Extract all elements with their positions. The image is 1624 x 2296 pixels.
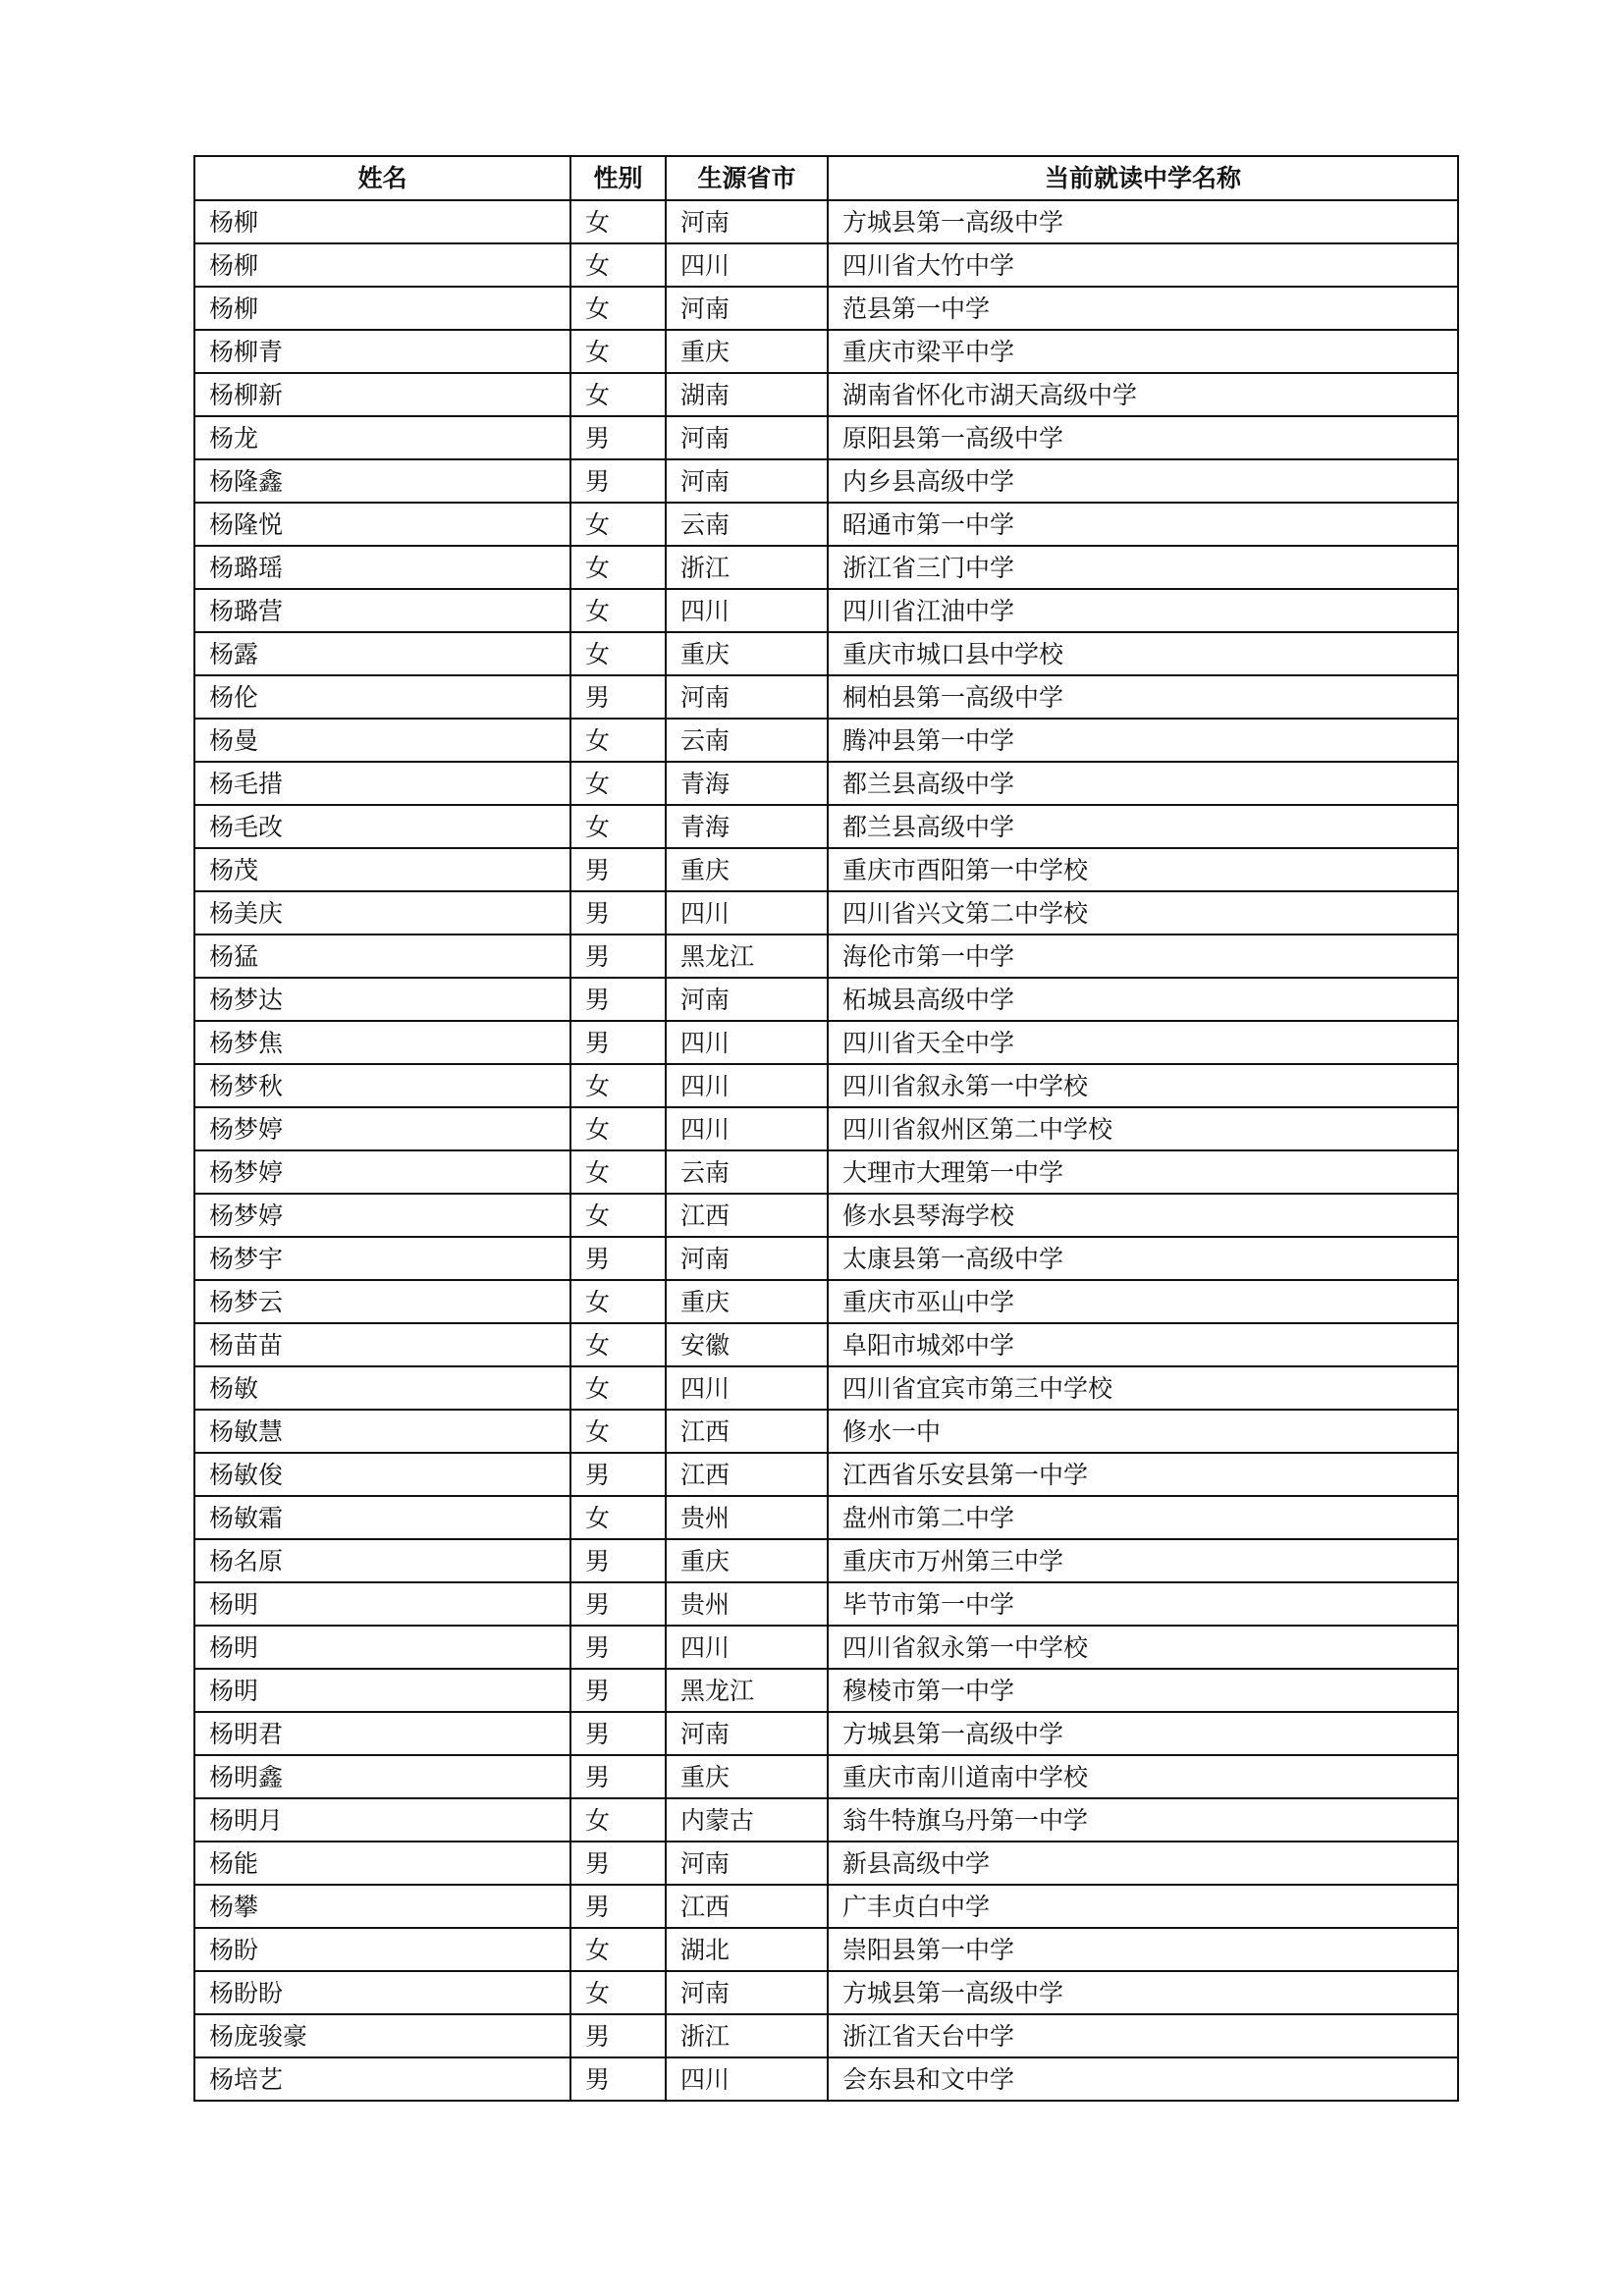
cell-province: 江西 — [666, 1194, 828, 1237]
cell-name: 杨猛 — [194, 934, 570, 978]
cell-school: 浙江省三门中学 — [828, 546, 1458, 589]
cell-name: 杨梦婷 — [194, 1194, 570, 1237]
table-row — [194, 978, 1458, 1021]
cell-name: 杨能 — [194, 1842, 570, 1885]
cell-school: 昭通市第一中学 — [828, 503, 1458, 546]
cell-school: 会东县和文中学 — [828, 2057, 1458, 2101]
cell-school: 方城县第一高级中学 — [828, 1971, 1458, 2014]
cell-school: 重庆市酉阳第一中学校 — [828, 848, 1458, 891]
table-row — [194, 1669, 1458, 1712]
cell-name: 杨明君 — [194, 1712, 570, 1755]
cell-province: 江西 — [666, 1410, 828, 1453]
cell-province: 江西 — [666, 1885, 828, 1928]
table-row — [194, 1971, 1458, 2014]
cell-school: 湖南省怀化市湖天高级中学 — [828, 373, 1458, 416]
cell-school: 桐柏县第一高级中学 — [828, 675, 1458, 719]
cell-province: 黑龙江 — [666, 1669, 828, 1712]
cell-province: 重庆 — [666, 1280, 828, 1323]
table-row — [194, 416, 1458, 459]
cell-school: 新县高级中学 — [828, 1842, 1458, 1885]
table-row — [194, 1194, 1458, 1237]
cell-school: 穆棱市第一中学 — [828, 1669, 1458, 1712]
cell-name: 杨璐瑶 — [194, 546, 570, 589]
cell-gender: 男 — [570, 1755, 666, 1798]
cell-name: 杨茂 — [194, 848, 570, 891]
cell-province: 黑龙江 — [666, 934, 828, 978]
table-row — [194, 330, 1458, 373]
cell-province: 重庆 — [666, 330, 828, 373]
cell-name: 杨明 — [194, 1626, 570, 1669]
cell-province: 湖南 — [666, 373, 828, 416]
cell-name: 杨璐营 — [194, 589, 570, 632]
cell-gender: 女 — [570, 632, 666, 675]
cell-name: 杨龙 — [194, 416, 570, 459]
cell-province: 河南 — [666, 1971, 828, 2014]
cell-name: 杨敏慧 — [194, 1410, 570, 1453]
table-row — [194, 1107, 1458, 1150]
table-row — [194, 934, 1458, 978]
cell-gender: 女 — [570, 200, 666, 243]
table-row — [194, 243, 1458, 287]
cell-gender: 女 — [570, 1323, 666, 1366]
cell-gender: 男 — [570, 891, 666, 934]
cell-province: 云南 — [666, 719, 828, 762]
cell-gender: 男 — [570, 1712, 666, 1755]
cell-name: 杨柳青 — [194, 330, 570, 373]
cell-name: 杨盼盼 — [194, 1971, 570, 2014]
table-row — [194, 1021, 1458, 1064]
table-row — [194, 848, 1458, 891]
cell-school: 四川省叙永第一中学校 — [828, 1064, 1458, 1107]
cell-school: 阜阳市城郊中学 — [828, 1323, 1458, 1366]
cell-school: 崇阳县第一中学 — [828, 1928, 1458, 1971]
cell-gender: 女 — [570, 1798, 666, 1842]
cell-gender: 女 — [570, 1410, 666, 1453]
table-row — [194, 805, 1458, 848]
table-row — [194, 459, 1458, 503]
cell-school: 范县第一中学 — [828, 287, 1458, 330]
cell-gender: 男 — [570, 1453, 666, 1496]
cell-gender: 女 — [570, 589, 666, 632]
cell-province: 河南 — [666, 978, 828, 1021]
cell-name: 杨露 — [194, 632, 570, 675]
table-row — [194, 1842, 1458, 1885]
cell-province: 四川 — [666, 1626, 828, 1669]
table-row — [194, 719, 1458, 762]
table-row — [194, 1237, 1458, 1280]
cell-school: 都兰县高级中学 — [828, 805, 1458, 848]
cell-name: 杨攀 — [194, 1885, 570, 1928]
table-row — [194, 1798, 1458, 1842]
cell-province: 四川 — [666, 1021, 828, 1064]
cell-name: 杨美庆 — [194, 891, 570, 934]
cell-province: 四川 — [666, 589, 828, 632]
cell-name: 杨曼 — [194, 719, 570, 762]
cell-province: 青海 — [666, 762, 828, 805]
cell-province: 云南 — [666, 1150, 828, 1194]
cell-province: 重庆 — [666, 1539, 828, 1582]
cell-school: 盘州市第二中学 — [828, 1496, 1458, 1539]
cell-school: 四川省宜宾市第三中学校 — [828, 1366, 1458, 1410]
header-gender: 性别 — [570, 156, 666, 200]
table-row — [194, 762, 1458, 805]
cell-school: 重庆市梁平中学 — [828, 330, 1458, 373]
cell-province: 湖北 — [666, 1928, 828, 1971]
table-row — [194, 287, 1458, 330]
cell-gender: 男 — [570, 1842, 666, 1885]
table-row — [194, 1885, 1458, 1928]
cell-name: 杨梦达 — [194, 978, 570, 1021]
table-row — [194, 503, 1458, 546]
table-row — [194, 1539, 1458, 1582]
cell-name: 杨明 — [194, 1669, 570, 1712]
cell-province: 江西 — [666, 1453, 828, 1496]
cell-gender: 女 — [570, 1971, 666, 2014]
table-row — [194, 891, 1458, 934]
student-table — [193, 155, 1459, 2102]
cell-gender: 男 — [570, 2057, 666, 2101]
table-row — [194, 589, 1458, 632]
cell-school: 四川省天全中学 — [828, 1021, 1458, 1064]
cell-province: 浙江 — [666, 546, 828, 589]
cell-school: 重庆市万州第三中学 — [828, 1539, 1458, 1582]
cell-province: 四川 — [666, 891, 828, 934]
cell-school: 毕节市第一中学 — [828, 1582, 1458, 1626]
table-row — [194, 1582, 1458, 1626]
cell-province: 河南 — [666, 287, 828, 330]
cell-province: 青海 — [666, 805, 828, 848]
cell-name: 杨敏 — [194, 1366, 570, 1410]
cell-province: 安徽 — [666, 1323, 828, 1366]
header-province: 生源省市 — [666, 156, 828, 200]
cell-province: 四川 — [666, 243, 828, 287]
cell-province: 河南 — [666, 1842, 828, 1885]
header-row — [194, 156, 1458, 200]
cell-name: 杨敏俊 — [194, 1453, 570, 1496]
cell-gender: 男 — [570, 848, 666, 891]
cell-province: 重庆 — [666, 632, 828, 675]
cell-school: 重庆市南川道南中学校 — [828, 1755, 1458, 1798]
cell-name: 杨毛措 — [194, 762, 570, 805]
table-row — [194, 1928, 1458, 1971]
table-row — [194, 1496, 1458, 1539]
cell-school: 广丰贞白中学 — [828, 1885, 1458, 1928]
header-school: 当前就读中学名称 — [828, 156, 1458, 200]
cell-school: 腾冲县第一中学 — [828, 719, 1458, 762]
cell-gender: 男 — [570, 1539, 666, 1582]
cell-gender: 女 — [570, 805, 666, 848]
table-row — [194, 373, 1458, 416]
table-row — [194, 1150, 1458, 1194]
cell-province: 四川 — [666, 1064, 828, 1107]
cell-name: 杨伦 — [194, 675, 570, 719]
cell-school: 四川省江油中学 — [828, 589, 1458, 632]
cell-name: 杨梦婷 — [194, 1150, 570, 1194]
cell-name: 杨梦婷 — [194, 1107, 570, 1150]
table-row — [194, 1366, 1458, 1410]
cell-name: 杨庞骏豪 — [194, 2014, 570, 2057]
cell-province: 河南 — [666, 459, 828, 503]
cell-gender: 男 — [570, 1669, 666, 1712]
table-row — [194, 1712, 1458, 1755]
cell-gender: 女 — [570, 1064, 666, 1107]
cell-name: 杨柳 — [194, 243, 570, 287]
table-row — [194, 1323, 1458, 1366]
cell-province: 重庆 — [666, 1755, 828, 1798]
cell-name: 杨敏霜 — [194, 1496, 570, 1539]
cell-province: 四川 — [666, 1107, 828, 1150]
cell-province: 四川 — [666, 2057, 828, 2101]
table-row — [194, 1410, 1458, 1453]
cell-gender: 男 — [570, 1237, 666, 1280]
cell-province: 河南 — [666, 1237, 828, 1280]
cell-name: 杨梦秋 — [194, 1064, 570, 1107]
cell-name: 杨名原 — [194, 1539, 570, 1582]
cell-gender: 男 — [570, 1626, 666, 1669]
cell-school: 四川省叙永第一中学校 — [828, 1626, 1458, 1669]
cell-name: 杨苗苗 — [194, 1323, 570, 1366]
cell-school: 重庆市巫山中学 — [828, 1280, 1458, 1323]
cell-school: 方城县第一高级中学 — [828, 200, 1458, 243]
cell-gender: 女 — [570, 719, 666, 762]
cell-province: 贵州 — [666, 1496, 828, 1539]
cell-province: 河南 — [666, 1712, 828, 1755]
cell-school: 江西省乐安县第一中学 — [828, 1453, 1458, 1496]
cell-gender: 女 — [570, 243, 666, 287]
cell-school: 重庆市城口县中学校 — [828, 632, 1458, 675]
table-row — [194, 1626, 1458, 1669]
cell-school: 翁牛特旗乌丹第一中学 — [828, 1798, 1458, 1842]
cell-name: 杨柳 — [194, 200, 570, 243]
cell-school: 原阳县第一高级中学 — [828, 416, 1458, 459]
cell-gender: 女 — [570, 287, 666, 330]
cell-province: 浙江 — [666, 2014, 828, 2057]
cell-school: 四川省叙州区第二中学校 — [828, 1107, 1458, 1150]
cell-province: 贵州 — [666, 1582, 828, 1626]
cell-name: 杨毛改 — [194, 805, 570, 848]
cell-school: 四川省大竹中学 — [828, 243, 1458, 287]
cell-name: 杨梦焦 — [194, 1021, 570, 1064]
cell-gender: 女 — [570, 1280, 666, 1323]
cell-school: 浙江省天台中学 — [828, 2014, 1458, 2057]
cell-school: 四川省兴文第二中学校 — [828, 891, 1458, 934]
cell-school: 大理市大理第一中学 — [828, 1150, 1458, 1194]
cell-gender: 女 — [570, 762, 666, 805]
cell-gender: 女 — [570, 1150, 666, 1194]
cell-name: 杨柳新 — [194, 373, 570, 416]
cell-province: 重庆 — [666, 848, 828, 891]
cell-gender: 男 — [570, 675, 666, 719]
cell-school: 方城县第一高级中学 — [828, 1712, 1458, 1755]
cell-school: 海伦市第一中学 — [828, 934, 1458, 978]
table-row — [194, 632, 1458, 675]
cell-school: 都兰县高级中学 — [828, 762, 1458, 805]
table-row — [194, 2057, 1458, 2101]
table-row — [194, 546, 1458, 589]
cell-gender: 女 — [570, 546, 666, 589]
table-row — [194, 1064, 1458, 1107]
table-row — [194, 1280, 1458, 1323]
cell-name: 杨培艺 — [194, 2057, 570, 2101]
cell-gender: 男 — [570, 1021, 666, 1064]
cell-name: 杨梦云 — [194, 1280, 570, 1323]
cell-gender: 女 — [570, 1928, 666, 1971]
cell-school: 内乡县高级中学 — [828, 459, 1458, 503]
cell-gender: 男 — [570, 2014, 666, 2057]
cell-name: 杨明 — [194, 1582, 570, 1626]
cell-province: 四川 — [666, 1366, 828, 1410]
table-row — [194, 1755, 1458, 1798]
cell-name: 杨明月 — [194, 1798, 570, 1842]
cell-name: 杨梦宇 — [194, 1237, 570, 1280]
cell-name: 杨隆鑫 — [194, 459, 570, 503]
cell-gender: 男 — [570, 978, 666, 1021]
cell-gender: 男 — [570, 934, 666, 978]
header-name: 姓名 — [194, 156, 570, 200]
cell-gender: 男 — [570, 1582, 666, 1626]
cell-name: 杨柳 — [194, 287, 570, 330]
cell-name: 杨隆悦 — [194, 503, 570, 546]
cell-province: 河南 — [666, 416, 828, 459]
cell-school: 修水一中 — [828, 1410, 1458, 1453]
cell-province: 河南 — [666, 675, 828, 719]
table-row — [194, 200, 1458, 243]
table-row — [194, 2014, 1458, 2057]
cell-gender: 女 — [570, 1366, 666, 1410]
cell-school: 柘城县高级中学 — [828, 978, 1458, 1021]
cell-gender: 女 — [570, 330, 666, 373]
cell-gender: 女 — [570, 1107, 666, 1150]
table-row — [194, 675, 1458, 719]
cell-gender: 男 — [570, 1885, 666, 1928]
cell-province: 内蒙古 — [666, 1798, 828, 1842]
cell-gender: 女 — [570, 1496, 666, 1539]
cell-gender: 女 — [570, 1194, 666, 1237]
cell-gender: 男 — [570, 416, 666, 459]
cell-gender: 女 — [570, 373, 666, 416]
cell-gender: 女 — [570, 503, 666, 546]
cell-school: 修水县琴海学校 — [828, 1194, 1458, 1237]
cell-name: 杨明鑫 — [194, 1755, 570, 1798]
cell-province: 河南 — [666, 200, 828, 243]
cell-gender: 男 — [570, 459, 666, 503]
table-row — [194, 1453, 1458, 1496]
cell-name: 杨盼 — [194, 1928, 570, 1971]
cell-province: 云南 — [666, 503, 828, 546]
cell-school: 太康县第一高级中学 — [828, 1237, 1458, 1280]
